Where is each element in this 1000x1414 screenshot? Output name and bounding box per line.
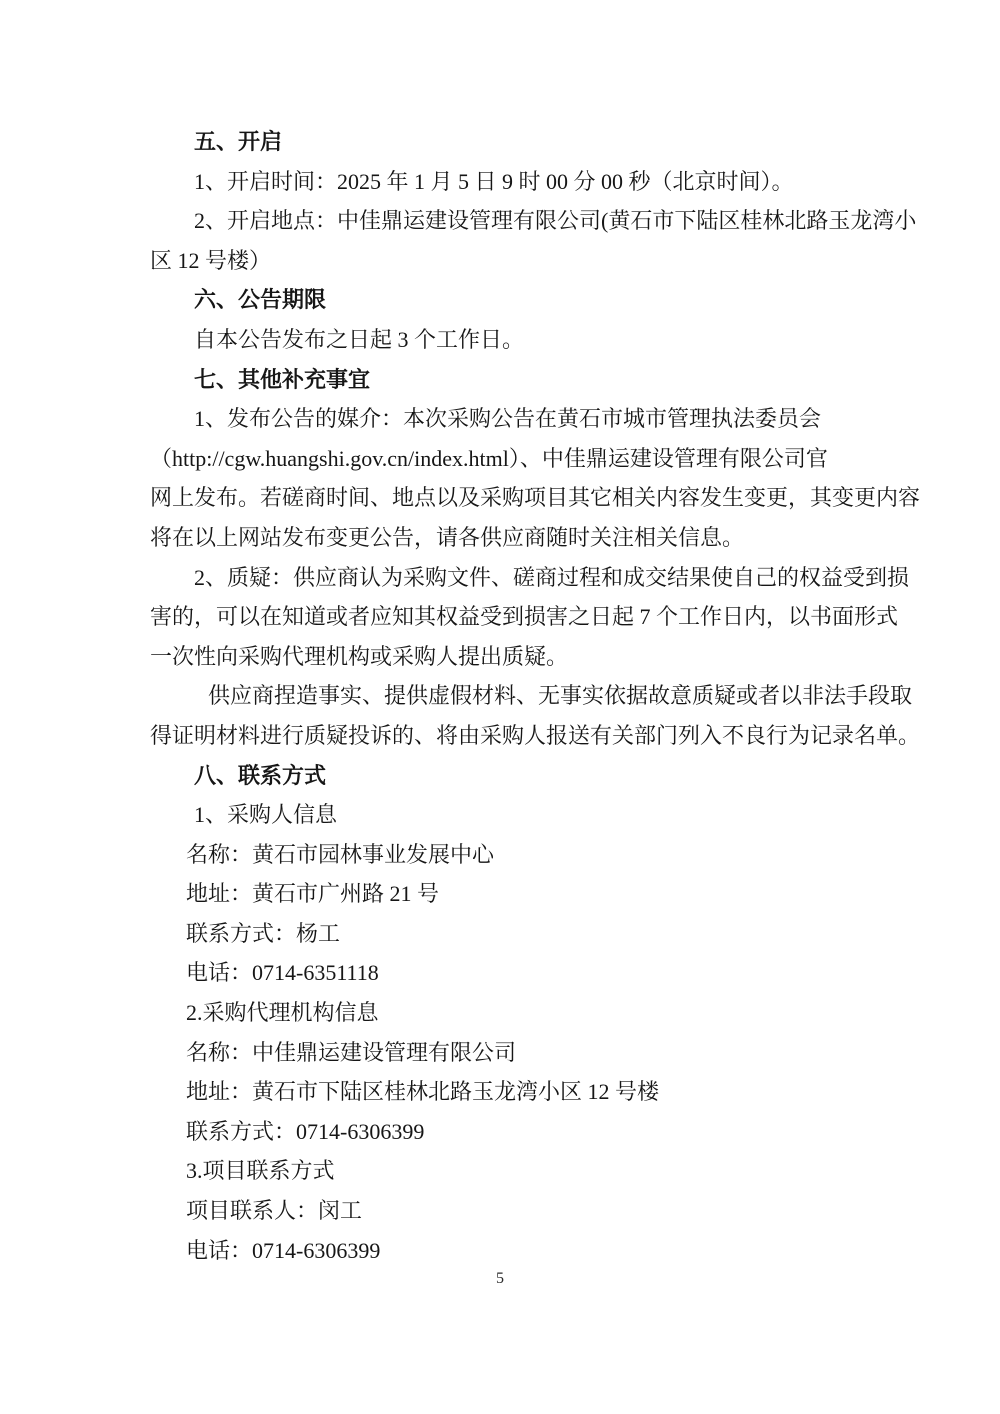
document-line: 区 12 号楼） [150, 247, 272, 273]
document-line: （http://cgw.huangshi.gov.cn/index.html）、中佳鼎运建设管理有限公司官 [150, 445, 828, 471]
document-line: 名称：黄石市园林事业发展中心 [186, 841, 495, 867]
document-line: 联系方式：杨工 [186, 920, 341, 946]
document-line: 联系方式：0714-6306399 [186, 1118, 425, 1144]
document-line: 2、开启地点：中佳鼎运建设管理有限公司(黄石市下陆区桂林北路玉龙湾小 [194, 208, 917, 234]
document-line: 网上发布。若磋商时间、地点以及采购项目其它相关内容发生变更，其变更内容 [150, 485, 921, 511]
document-line: 3.项目联系方式 [186, 1158, 335, 1184]
document-line: 电话：0714-6351118 [186, 960, 379, 986]
document-line: 1、采购人信息 [194, 802, 338, 828]
document-line: 地址：黄石市下陆区桂林北路玉龙湾小区 12 号楼 [186, 1079, 660, 1105]
document-line: 1、发布公告的媒介：本次采购公告在黄石市城市管理执法委员会 [194, 406, 822, 432]
section-heading: 七、其他补充事宜 [194, 366, 371, 392]
document-line: 供应商捏造事实、提供虚假材料、无事实依据故意质疑或者以非法手段取 [208, 683, 913, 709]
document-line: 项目联系人：闵工 [186, 1198, 363, 1224]
document-line: 电话：0714-6306399 [186, 1237, 381, 1263]
document-line: 将在以上网站发布变更公告，请各供应商随时关注相关信息。 [150, 524, 745, 550]
document-line: 1、开启时间：2025 年 1 月 5 日 9 时 00 分 00 秒（北京时间）。 [194, 168, 794, 194]
page-number: 5 [496, 1270, 504, 1287]
section-heading: 八、联系方式 [194, 762, 327, 788]
document-line: 地址：黄石市广州路 21 号 [186, 881, 440, 907]
document-line: 2、质疑：供应商认为采购文件、磋商过程和成交结果使自己的权益受到损 [194, 564, 910, 590]
document-line: 2.采购代理机构信息 [186, 1000, 379, 1026]
document-line: 名称：中佳鼎运建设管理有限公司 [186, 1039, 517, 1065]
section-heading: 五、开启 [194, 129, 283, 154]
document-text-block [150, 122, 921, 1270]
document-line: 害的，可以在知道或者应知其权益受到损害之日起 7 个工作日内，以书面形式 [150, 604, 899, 630]
document-line: 得证明材料进行质疑投诉的、将由采购人报送有关部门列入不良行为记录名单。 [150, 722, 921, 748]
document-line: 自本公告发布之日起 3 个工作日。 [194, 326, 525, 352]
section-heading: 六、公告期限 [194, 287, 327, 313]
document-line: 一次性向采购代理机构或采购人提出质疑。 [150, 643, 569, 669]
